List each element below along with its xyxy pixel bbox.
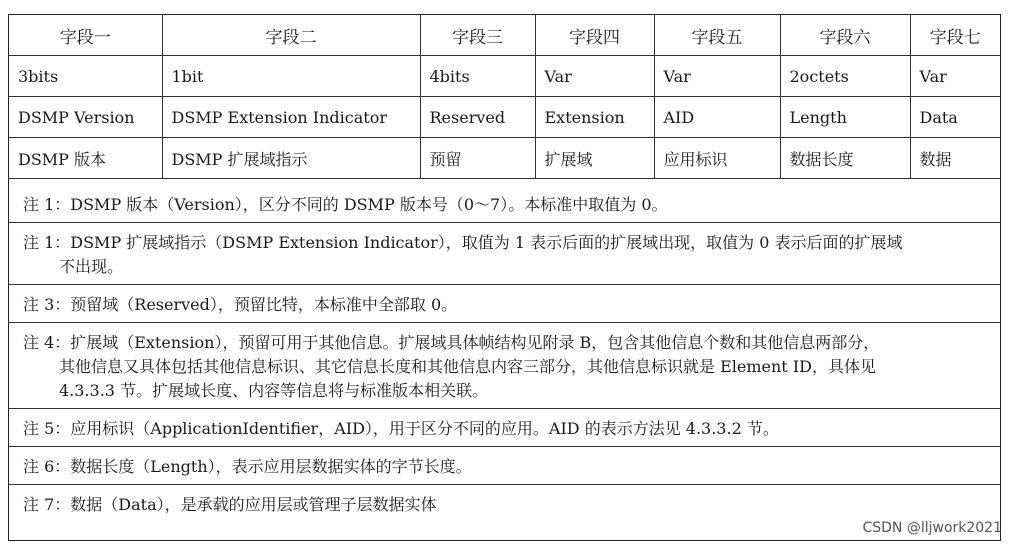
- field-definition-table-frame: [8, 14, 1001, 541]
- table-row-size: [9, 56, 1000, 97]
- table-row-english-name: [9, 97, 1000, 138]
- table-cell: 预留: [420, 138, 535, 179]
- note-line: 4.3.3.3 节。扩展域长度、内容等信息将与标准版本相关联。: [59, 381, 489, 400]
- notes-section: [9, 185, 1000, 522]
- note-extension-indicator: [9, 223, 1000, 285]
- note-line: 注 3：预留域（Reserved），预留比特，本标准中全部取 0。: [23, 295, 458, 314]
- table-cell: AID: [654, 97, 780, 138]
- field-table: [9, 15, 1000, 179]
- header-cell: 字段六: [780, 15, 910, 56]
- note-line: 注 7：数据（Data），是承载的应用层或管理子层数据实体: [23, 495, 437, 514]
- header-row: [9, 15, 1000, 56]
- note-version: [9, 185, 1000, 223]
- note-line: 不出现。: [59, 257, 124, 276]
- table-row-chinese-name: [9, 138, 1000, 179]
- table-cell: Extension: [535, 97, 654, 138]
- note-reserved: [9, 285, 1000, 323]
- table-cell: 数据长度: [780, 138, 910, 179]
- note-line: 其他信息又具体包括其他信息标识、其它信息长度和其他信息内容三部分，其他信息标识就是 Element ID，具体见: [59, 357, 876, 376]
- table-cell: DSMP 版本: [9, 138, 162, 179]
- table-cell: 数据: [910, 138, 1000, 179]
- table-cell: DSMP Extension Indicator: [162, 97, 420, 138]
- note-line: 注 4：扩展域（Extension），预留可用于其他信息。扩展域具体帧结构见附录 B，包含其他信息个数和其他信息两部分，: [23, 333, 880, 352]
- csdn-watermark: CSDN @lljwork2021: [862, 520, 1002, 536]
- note-line: 注 5：应用标识（ApplicationIdentifier，AID），用于区分不同的应用。AID 的表示方法见 4.3.3.2 节。: [23, 419, 779, 438]
- header-cell: 字段五: [654, 15, 780, 56]
- table-cell: Data: [910, 97, 1000, 138]
- table-cell: 应用标识: [654, 138, 780, 179]
- table-cell: DSMP Version: [9, 97, 162, 138]
- table-cell: DSMP 扩展域指示: [162, 138, 420, 179]
- table-cell: Reserved: [420, 97, 535, 138]
- table-cell: 扩展域: [535, 138, 654, 179]
- note-extension: [9, 323, 1000, 409]
- header-cell: 字段二: [162, 15, 420, 56]
- note-line: 注 1：DSMP 扩展域指示（DSMP Extension Indicator），取值为 1 表示后面的扩展域出现，取值为 0 表示后面的扩展域: [23, 233, 903, 252]
- header-cell: 字段一: [9, 15, 162, 56]
- note-line: 注 6：数据长度（Length），表示应用层数据实体的字节长度。: [23, 457, 472, 476]
- table-cell: 3bits: [9, 56, 162, 97]
- table-cell: Length: [780, 97, 910, 138]
- header-cell: 字段三: [420, 15, 535, 56]
- table-cell: Var: [654, 56, 780, 97]
- note-length: [9, 447, 1000, 485]
- table-cell: 1bit: [162, 56, 420, 97]
- note-line: 注 1：DSMP 版本（Version），区分不同的 DSMP 版本号（0～7）。本标准中取值为 0。: [23, 195, 668, 214]
- table-cell: 4bits: [420, 56, 535, 97]
- table-cell: Var: [535, 56, 654, 97]
- header-cell: 字段七: [910, 15, 1000, 56]
- table-cell: 2octets: [780, 56, 910, 97]
- header-cell: 字段四: [535, 15, 654, 56]
- note-data: [9, 485, 1000, 522]
- table-cell: Var: [910, 56, 1000, 97]
- note-aid: [9, 409, 1000, 447]
